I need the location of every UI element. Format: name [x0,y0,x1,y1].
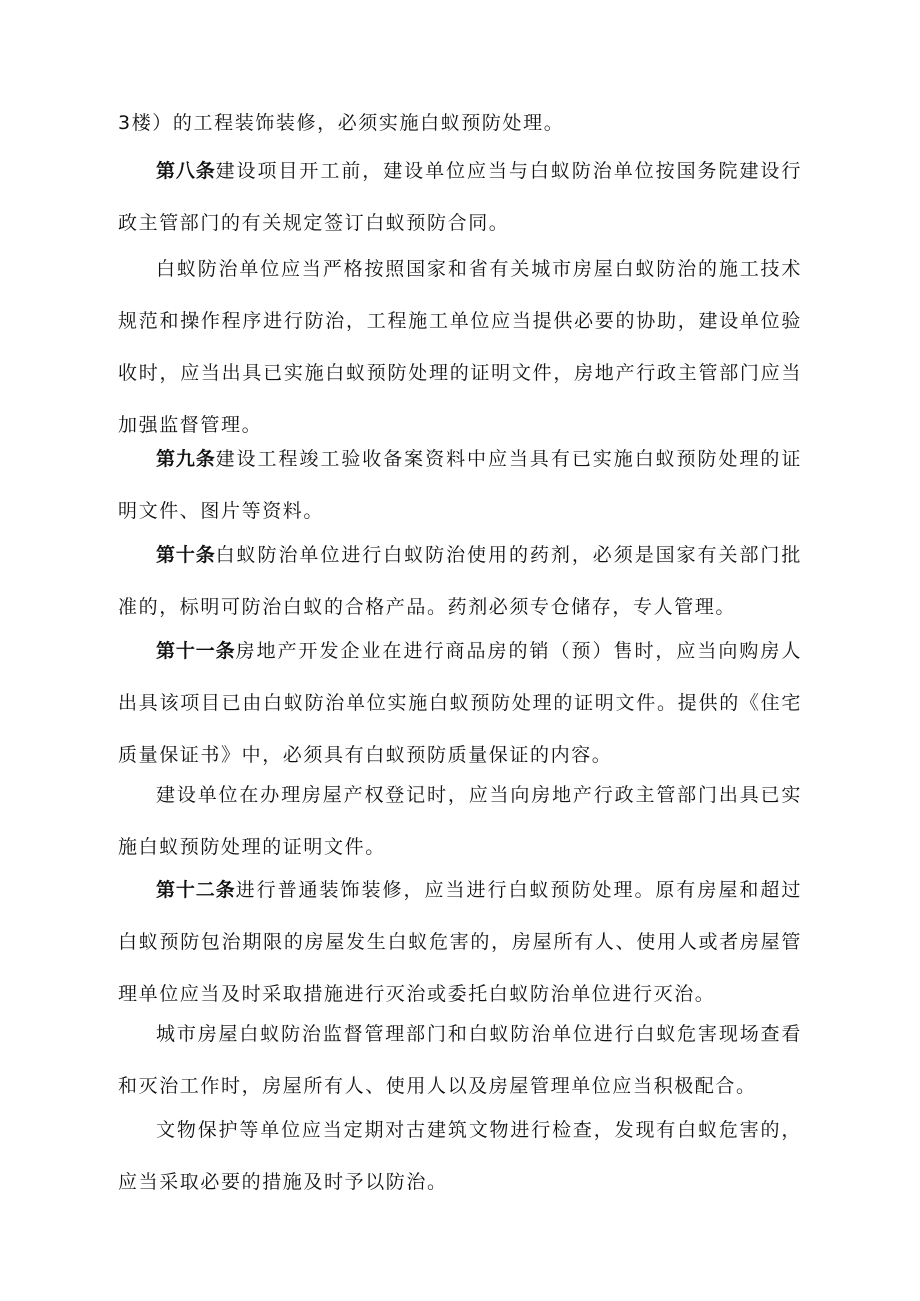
paragraph-text: 白蚁防治单位应当严格按照国家和省有关城市房屋白蚁防治的施工技术规范和操作程序进行防治，工程施工单位应当提供必要的协助，建设单位验收时，应当出具已实施白蚁预防处理的证明文件，房地产行政主管部门应当加强监督管理。 [118,258,802,436]
paragraph-text: 建设单位在办理房屋产权登记时，应当向房地产行政主管部门出具已实施白蚁预防处理的证明文件。 [118,784,802,858]
paragraph-text: 白蚁防治单位进行白蚁防治使用的药剂，必须是国家有关部门批准的，标明可防治白蚁的合格产品。药剂必须专仓储存，专人管理。 [118,544,802,618]
paragraph-text: 城市房屋白蚁防治监督管理部门和白蚁防治单位进行白蚁危害现场查看和灭治工作时，房屋所有人、使用人以及房屋管理单位应当积极配合。 [118,1023,802,1097]
paragraph-text: 建设项目开工前，建设单位应当与白蚁防治单位按国务院建设行政主管部门的有关规定签订白蚁预防合同。 [118,160,802,234]
paragraph-text: 3楼）的工程装饰装修，必须实施白蚁预防处理。 [118,112,565,134]
article-number: 第十一条 [156,640,236,662]
paragraph-article-8-detail [118,243,802,451]
paragraph-continuation [118,97,802,149]
article-number: 第九条 [156,448,216,470]
paragraph-text: 建设工程竣工验收备案资料中应当具有已实施白蚁预防处理的证明文件、图片等资料。 [118,448,802,522]
paragraph-text: 文物保护等单位应当定期对古建筑文物进行检查，发现有白蚁危害的，应当采取必要的措施及时予以防治。 [118,1119,802,1193]
paragraph-article-10 [118,529,802,633]
paragraph-text: 进行普通装饰装修，应当进行白蚁预防处理。原有房屋和超过白蚁预防包治期限的房屋发生白蚁危害的，房屋所有人、使用人或者房屋管理单位应当及时采取措施进行灭治或委托白蚁防治单位进行灭治。 [118,879,802,1005]
article-number: 第八条 [156,160,216,182]
paragraph-article-9 [118,433,802,537]
article-number: 第十二条 [156,879,236,901]
paragraph-article-11 [118,625,802,781]
paragraph-article-8 [118,145,802,249]
paragraph-article-12-detail-1 [118,1008,802,1112]
article-number: 第十条 [156,544,216,566]
paragraph-article-12 [118,864,802,1020]
paragraph-article-12-detail-2 [118,1104,802,1208]
paragraph-article-11-detail [118,769,802,873]
paragraph-text: 房地产开发企业在进行商品房的销（预）售时，应当向购房人出具该项目已由白蚁防治单位实施白蚁预防处理的证明文件。提供的《住宅质量保证书》中，必须具有白蚁预防质量保证的内容。 [118,640,802,766]
